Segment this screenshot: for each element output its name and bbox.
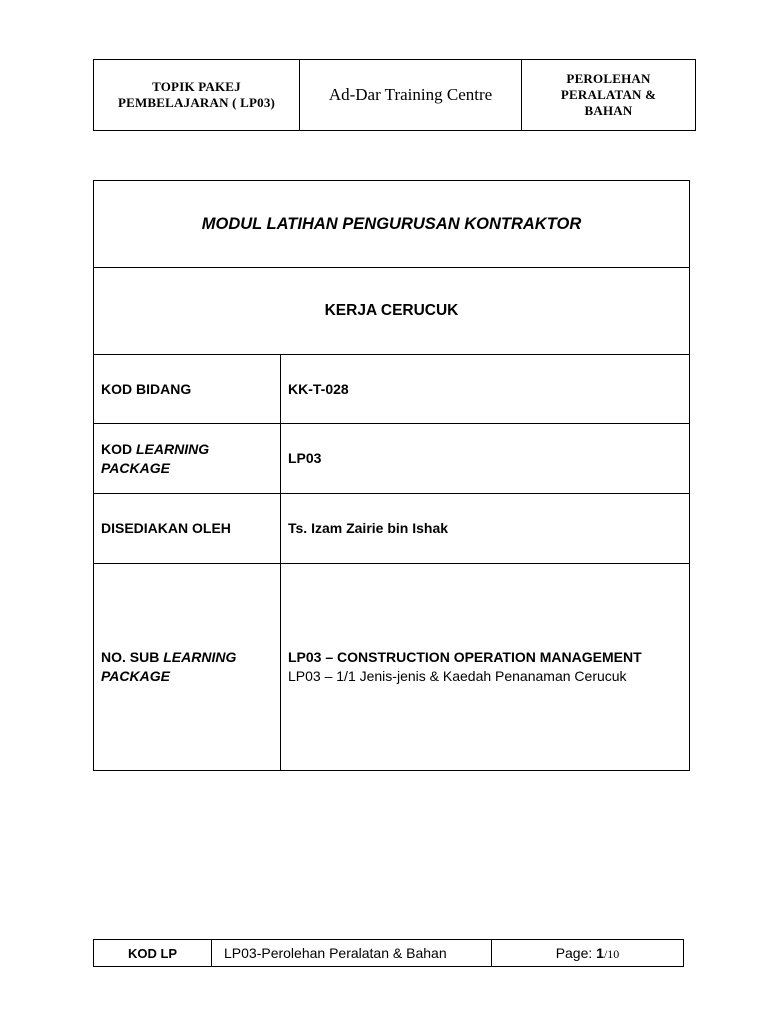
kod-bidang-value: KK-T-028	[281, 355, 690, 424]
page-total: /10	[603, 946, 620, 961]
header-topic-line1: TOPIK PAKEJ	[152, 79, 241, 94]
disediakan-oleh-value: Ts. Izam Zairie bin Ishak	[281, 494, 690, 564]
sub-learning-package-label	[94, 564, 281, 771]
row-sub-learning-package	[94, 564, 690, 771]
footer-doc-title: LP03-Perolehan Peralatan & Bahan	[212, 940, 492, 967]
sub-lp-label-italic: LEARNING PACKAGE	[101, 649, 237, 684]
row-disediakan-oleh	[94, 494, 690, 564]
header-subject-line1: PEROLEHAN	[566, 71, 651, 86]
sub-lp-title: LP03 – CONSTRUCTION OPERATION MANAGEMENT	[288, 649, 642, 665]
kod-learning-package-label	[94, 424, 281, 494]
kod-bidang-label: KOD BIDANG	[94, 355, 281, 424]
footer-kod-lp: KOD LP	[94, 940, 212, 967]
kod-lp-label-italic: LEARNING PACKAGE	[101, 440, 210, 476]
header-topic-line2: PEMBELAJARAN ( LP03)	[117, 95, 276, 110]
row-kod-bidang	[94, 355, 690, 424]
sub-lp-item: LP03 – 1/1 Jenis-jenis & Kaedah Penanaman Cerucuk	[288, 668, 627, 684]
header-subject-line3: BAHAN	[584, 103, 633, 118]
document-header	[93, 59, 696, 131]
disediakan-oleh-label: DISEDIAKAN OLEH	[94, 494, 281, 564]
document-footer	[93, 939, 684, 967]
header-subject-line2: PERALATAN &	[560, 87, 657, 102]
kod-lp-label-prefix: KOD	[101, 440, 136, 457]
header-topic	[94, 60, 300, 131]
module-subtitle: KERJA CERUCUK	[94, 268, 690, 355]
page-current: 1	[596, 944, 604, 961]
module-info-table	[93, 180, 690, 771]
header-subject	[522, 60, 696, 131]
footer-page-number	[492, 940, 684, 967]
module-title: MODUL LATIHAN PENGURUSAN KONTRAKTOR	[94, 181, 690, 268]
kod-learning-package-value: LP03	[281, 424, 690, 494]
page-label: Page:	[555, 944, 597, 961]
row-kod-learning-package	[94, 424, 690, 494]
sub-learning-package-value	[281, 564, 690, 771]
header-organization: Ad-Dar Training Centre	[300, 60, 522, 131]
sub-lp-label-prefix: NO. SUB	[101, 649, 164, 665]
